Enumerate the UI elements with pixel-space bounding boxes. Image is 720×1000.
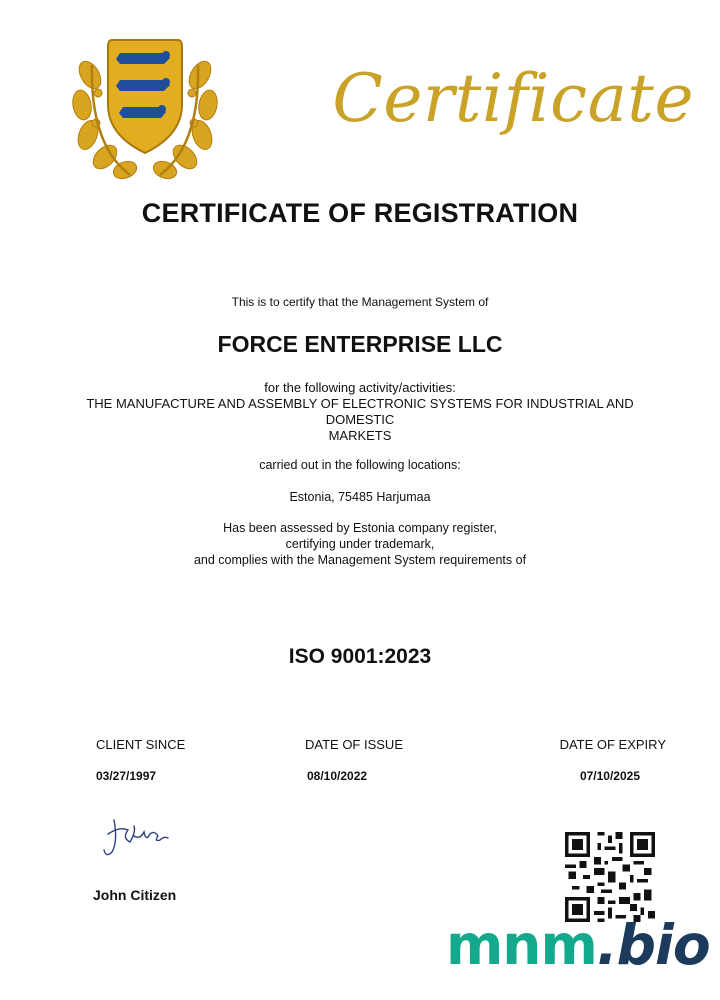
date-of-issue-label: DATE OF ISSUE	[305, 737, 403, 752]
activity-line-1: THE MANUFACTURE AND ASSEMBLY OF ELECTRONIC SYSTEMS FOR INDUSTRIAL AND	[86, 396, 634, 411]
activity-intro: for the following activity/activities:	[264, 380, 456, 395]
assessment-line-3: and complies with the Management System requirements of	[193, 553, 527, 567]
coat-of-arms-icon	[70, 35, 220, 180]
watermark-logo	[446, 913, 710, 977]
assessment-block	[0, 520, 720, 568]
activity-line-2: DOMESTIC	[325, 412, 395, 427]
assessment-line-1: Has been assessed by Estonia company register,	[223, 521, 497, 535]
company-name: FORCE ENTERPRISE LLC	[217, 331, 503, 357]
location-value: Estonia, 75485 Harjumaa	[289, 490, 431, 504]
watermark-part-2: .bio	[596, 913, 710, 977]
activity-block	[0, 380, 720, 444]
qr-code-icon	[565, 832, 655, 922]
locations-intro: carried out in the following locations:	[259, 458, 461, 472]
date-of-expiry-value: 07/10/2025	[579, 769, 640, 783]
signer-name: John Citizen	[93, 887, 177, 903]
date-of-issue-value: 08/10/2022	[307, 769, 368, 783]
date-of-expiry-label: DATE OF EXPIRY	[559, 737, 666, 752]
page-title: CERTIFICATE OF REGISTRATION	[141, 198, 579, 228]
certify-intro: This is to certify that the Management System of	[231, 295, 489, 309]
certificate-script-title: Certificate	[332, 60, 694, 137]
iso-standard: ISO 9001:2023	[288, 645, 432, 668]
signature-icon	[100, 812, 172, 862]
activity-line-3: MARKETS	[328, 428, 392, 443]
client-since-label: CLIENT SINCE	[96, 737, 186, 752]
assessment-line-2: certifying under trademark,	[285, 537, 435, 551]
client-since-value: 03/27/1997	[96, 769, 157, 783]
watermark-part-1: mnm	[446, 913, 597, 977]
